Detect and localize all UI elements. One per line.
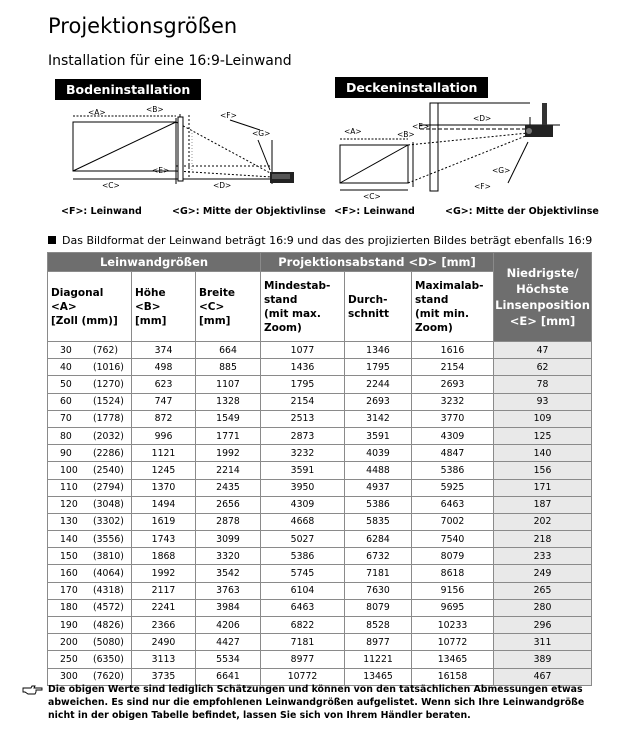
cell-height: 2117 <box>132 582 196 599</box>
cell-height: 498 <box>132 359 196 376</box>
cell-height: 3735 <box>132 668 196 685</box>
cell-diagonal <box>48 531 132 548</box>
cell-width: 885 <box>196 359 261 376</box>
cell-min-distance: 3232 <box>261 445 345 462</box>
ceiling-tag-d: <D> <box>473 114 492 123</box>
cell-min-distance: 7181 <box>261 634 345 651</box>
diagonal-inch: 300 <box>60 671 78 683</box>
col-header-min-distance <box>261 272 345 342</box>
col-header-line: [mm] <box>199 314 231 327</box>
diagonal-inch: 130 <box>60 516 78 528</box>
floor-installation-diagram <box>60 100 310 198</box>
table-row <box>48 427 592 444</box>
header-lens-position <box>494 253 592 342</box>
cell-lens-position: 467 <box>494 668 592 685</box>
cell-average-distance: 4937 <box>345 479 412 496</box>
table-row <box>48 410 592 427</box>
cell-min-distance: 4309 <box>261 496 345 513</box>
diagonal-inch: 120 <box>60 499 78 511</box>
cell-lens-position: 62 <box>494 359 592 376</box>
cell-width: 2656 <box>196 496 261 513</box>
cell-width: 3984 <box>196 599 261 616</box>
diagonal-inch: 50 <box>60 378 72 390</box>
col-header-line: schnitt <box>348 307 390 320</box>
col-header-line: <C> <box>199 300 225 313</box>
diagonal-mm: (4572) <box>93 602 124 614</box>
diagonal-mm: (1524) <box>93 396 124 408</box>
cell-height: 2366 <box>132 617 196 634</box>
cell-max-distance: 4847 <box>412 445 494 462</box>
floor-tag-f: <F> <box>220 111 237 120</box>
cell-width: 1771 <box>196 427 261 444</box>
cell-average-distance: 1795 <box>345 359 412 376</box>
table-row <box>48 462 592 479</box>
lens-header-line: Höchste <box>516 282 569 296</box>
cell-min-distance: 1436 <box>261 359 345 376</box>
table-row <box>48 651 592 668</box>
cell-average-distance: 7630 <box>345 582 412 599</box>
diagonal-mm: (1270) <box>93 378 124 390</box>
cell-min-distance: 10772 <box>261 668 345 685</box>
cell-average-distance: 13465 <box>345 668 412 685</box>
floor-tag-d: <D> <box>213 181 232 190</box>
cell-min-distance: 6104 <box>261 582 345 599</box>
cell-lens-position: 156 <box>494 462 592 479</box>
col-header-max-distance <box>412 272 494 342</box>
cell-max-distance: 2693 <box>412 376 494 393</box>
cell-width: 664 <box>196 342 261 359</box>
table-row <box>48 599 592 616</box>
cell-width: 4206 <box>196 617 261 634</box>
cell-average-distance: 1346 <box>345 342 412 359</box>
lens-header-line: Linsenposition <box>495 298 590 312</box>
cell-max-distance: 1616 <box>412 342 494 359</box>
cell-max-distance: 4309 <box>412 427 494 444</box>
cell-diagonal <box>48 548 132 565</box>
cell-lens-position: 389 <box>494 651 592 668</box>
cell-max-distance: 9156 <box>412 582 494 599</box>
diagonal-inch: 170 <box>60 585 78 597</box>
cell-lens-position: 187 <box>494 496 592 513</box>
cell-diagonal <box>48 376 132 393</box>
cell-max-distance: 3232 <box>412 393 494 410</box>
cell-min-distance: 2154 <box>261 393 345 410</box>
cell-diagonal <box>48 445 132 462</box>
diagonal-mm: (5080) <box>93 636 124 648</box>
cell-average-distance: 5835 <box>345 513 412 530</box>
col-header-line: Durch- <box>348 293 388 306</box>
cell-max-distance: 3770 <box>412 410 494 427</box>
table-row <box>48 342 592 359</box>
diagonal-mm: (3302) <box>93 516 124 528</box>
page-subtitle: Installation für eine 16:9-Leinwand <box>48 53 292 69</box>
cell-max-distance: 9695 <box>412 599 494 616</box>
col-header-line: stand <box>415 293 449 306</box>
header-screen-sizes: Leinwandgrößen <box>48 253 261 272</box>
table-row <box>48 548 592 565</box>
cell-lens-position: 47 <box>494 342 592 359</box>
diagonal-inch: 200 <box>60 636 78 648</box>
table-row <box>48 479 592 496</box>
col-header-line: (mit min. <box>415 307 470 320</box>
diagonal-mm: (762) <box>93 344 118 356</box>
cell-diagonal <box>48 582 132 599</box>
diagonal-inch: 140 <box>60 533 78 545</box>
diagonal-mm: (6350) <box>93 653 124 665</box>
diagonal-mm: (2540) <box>93 464 124 476</box>
square-bullet-icon <box>48 236 56 244</box>
col-header-height <box>132 272 196 342</box>
table-row <box>48 582 592 599</box>
diagonal-inch: 100 <box>60 464 78 476</box>
col-header-line: <A> <box>51 300 77 313</box>
floor-tag-a: <A> <box>88 108 106 117</box>
lens-header-line: Niedrigste/ <box>506 266 579 280</box>
cell-min-distance: 5745 <box>261 565 345 582</box>
ceiling-tag-e: <E> <box>412 122 430 131</box>
cell-diagonal <box>48 496 132 513</box>
cell-average-distance: 8079 <box>345 599 412 616</box>
cell-max-distance: 8079 <box>412 548 494 565</box>
cell-lens-position: 233 <box>494 548 592 565</box>
cell-lens-position: 140 <box>494 445 592 462</box>
ceiling-tag-c: <C> <box>363 192 381 201</box>
cell-average-distance: 2244 <box>345 376 412 393</box>
diagonal-inch: 90 <box>60 447 72 459</box>
cell-min-distance: 2513 <box>261 410 345 427</box>
cell-min-distance: 2873 <box>261 427 345 444</box>
ceiling-legend-f: <F>: Leinwand <box>334 206 415 217</box>
cell-min-distance: 1077 <box>261 342 345 359</box>
col-header-line: Breite <box>199 286 236 299</box>
diagonal-inch: 40 <box>60 361 72 373</box>
cell-min-distance: 3591 <box>261 462 345 479</box>
cell-height: 1868 <box>132 548 196 565</box>
col-header-line: [Zoll (mm)] <box>51 314 118 327</box>
cell-max-distance: 16158 <box>412 668 494 685</box>
cell-average-distance: 11221 <box>345 651 412 668</box>
cell-diagonal <box>48 462 132 479</box>
col-header-line: Mindestab- <box>264 279 331 292</box>
col-header-line: Höhe <B> <box>135 286 166 313</box>
cell-diagonal <box>48 479 132 496</box>
cell-diagonal <box>48 342 132 359</box>
cell-height: 623 <box>132 376 196 393</box>
cell-average-distance: 3142 <box>345 410 412 427</box>
floor-tag-e: <E> <box>152 166 170 175</box>
diagonal-inch: 70 <box>60 413 72 425</box>
cell-diagonal <box>48 565 132 582</box>
cell-width: 2214 <box>196 462 261 479</box>
col-header-line: Zoom) <box>264 321 302 334</box>
cell-max-distance: 7002 <box>412 513 494 530</box>
cell-min-distance: 3950 <box>261 479 345 496</box>
col-header-line: [mm] <box>135 314 167 327</box>
cell-height: 747 <box>132 393 196 410</box>
cell-height: 1992 <box>132 565 196 582</box>
table-row <box>48 359 592 376</box>
diagonal-inch: 180 <box>60 602 78 614</box>
cell-max-distance: 2154 <box>412 359 494 376</box>
cell-lens-position: 249 <box>494 565 592 582</box>
table-row <box>48 445 592 462</box>
cell-lens-position: 280 <box>494 599 592 616</box>
diagonal-inch: 150 <box>60 550 78 562</box>
cell-width: 5534 <box>196 651 261 668</box>
floor-tag-c: <C> <box>102 181 120 190</box>
cell-average-distance: 6284 <box>345 531 412 548</box>
cell-width: 1328 <box>196 393 261 410</box>
diagonal-mm: (3048) <box>93 499 124 511</box>
cell-average-distance: 4488 <box>345 462 412 479</box>
diagonal-inch: 30 <box>60 344 72 356</box>
cell-width: 2878 <box>196 513 261 530</box>
diagonal-mm: (3810) <box>93 550 124 562</box>
col-header-width <box>196 272 261 342</box>
cell-height: 1743 <box>132 531 196 548</box>
format-note-text: Das Bildformat der Leinwand beträgt 16:9 und das des projizierten Bildes beträgt ebenfalls 16:9 <box>62 234 593 247</box>
diagonal-inch: 60 <box>60 396 72 408</box>
cell-height: 2490 <box>132 634 196 651</box>
diagonal-inch: 80 <box>60 430 72 442</box>
cell-height: 1370 <box>132 479 196 496</box>
diagonal-mm: (3556) <box>93 533 124 545</box>
cell-diagonal <box>48 634 132 651</box>
diagonal-mm: (2032) <box>93 430 124 442</box>
footnote: Die obigen Werte sind lediglich Schätzungen und können von den tatsächlichen Abmessungen etwas abweichen. Es sind nur die empfohlenen Leinwandgrößen aufgelistet. Wenn sich Ihre Leinwandgröße nicht in der obigen Tabelle befindet, lassen Sie sich von Ihrem Händler beraten. <box>48 684 585 721</box>
cell-lens-position: 78 <box>494 376 592 393</box>
col-header-diagonal <box>48 272 132 342</box>
cell-diagonal <box>48 410 132 427</box>
cell-min-distance: 1795 <box>261 376 345 393</box>
cell-width: 3763 <box>196 582 261 599</box>
format-note <box>48 234 592 247</box>
cell-lens-position: 109 <box>494 410 592 427</box>
floor-legend-f: <F>: Leinwand <box>61 206 142 217</box>
cell-min-distance: 6463 <box>261 599 345 616</box>
cell-average-distance: 2693 <box>345 393 412 410</box>
cell-height: 374 <box>132 342 196 359</box>
cell-min-distance: 6822 <box>261 617 345 634</box>
cell-max-distance: 7540 <box>412 531 494 548</box>
diagonal-mm: (1778) <box>93 413 124 425</box>
cell-average-distance: 7181 <box>345 565 412 582</box>
cell-width: 1107 <box>196 376 261 393</box>
cell-width: 2435 <box>196 479 261 496</box>
diagonal-mm: (4826) <box>93 619 124 631</box>
cell-lens-position: 125 <box>494 427 592 444</box>
cell-min-distance: 5386 <box>261 548 345 565</box>
cell-min-distance: 4668 <box>261 513 345 530</box>
cell-width: 1992 <box>196 445 261 462</box>
cell-max-distance: 6463 <box>412 496 494 513</box>
cell-width: 3542 <box>196 565 261 582</box>
diagonal-mm: (4064) <box>93 568 124 580</box>
cell-max-distance: 10233 <box>412 617 494 634</box>
cell-lens-position: 311 <box>494 634 592 651</box>
cell-lens-position: 171 <box>494 479 592 496</box>
col-header-line: Maximalab- <box>415 279 484 292</box>
cell-max-distance: 8618 <box>412 565 494 582</box>
diagonal-inch: 190 <box>60 619 78 631</box>
pointing-hand-icon <box>22 684 44 696</box>
cell-max-distance: 5925 <box>412 479 494 496</box>
cell-width: 1549 <box>196 410 261 427</box>
cell-diagonal <box>48 599 132 616</box>
cell-max-distance: 10772 <box>412 634 494 651</box>
diagonal-mm: (2286) <box>93 447 124 459</box>
ceiling-tag-a: <A> <box>344 127 362 136</box>
cell-width: 4427 <box>196 634 261 651</box>
cell-height: 1494 <box>132 496 196 513</box>
cell-min-distance: 8977 <box>261 651 345 668</box>
table-row <box>48 376 592 393</box>
table-row <box>48 565 592 582</box>
cell-height: 872 <box>132 410 196 427</box>
col-header-line: Diagonal <box>51 286 104 299</box>
cell-diagonal <box>48 651 132 668</box>
cell-diagonal <box>48 617 132 634</box>
cell-width: 3099 <box>196 531 261 548</box>
cell-height: 996 <box>132 427 196 444</box>
table-row <box>48 634 592 651</box>
floor-installation-label: Bodeninstallation <box>55 79 201 100</box>
ceiling-tag-g: <G> <box>492 166 511 175</box>
col-header-line: Zoom) <box>415 321 453 334</box>
cell-lens-position: 93 <box>494 393 592 410</box>
ceiling-installation-label: Deckeninstallation <box>335 77 488 98</box>
ceiling-tag-f: <F> <box>474 182 491 191</box>
diagonal-inch: 250 <box>60 653 78 665</box>
header-projection-distance: Projektionsabstand <D> [mm] <box>261 253 494 272</box>
col-header-average <box>345 272 412 342</box>
ceiling-installation-diagram <box>330 97 592 201</box>
ceiling-legend-g: <G>: Mitte der Objektivlinse <box>445 206 599 217</box>
table-row <box>48 496 592 513</box>
table-row <box>48 393 592 410</box>
table-row <box>48 513 592 530</box>
table-body <box>48 342 592 686</box>
floor-legend-g: <G>: Mitte der Objektivlinse <box>172 206 326 217</box>
cell-average-distance: 5386 <box>345 496 412 513</box>
col-header-line: (mit max. <box>264 307 321 320</box>
cell-diagonal <box>48 393 132 410</box>
diagonal-mm: (2794) <box>93 482 124 494</box>
cell-lens-position: 218 <box>494 531 592 548</box>
cell-average-distance: 4039 <box>345 445 412 462</box>
cell-diagonal <box>48 513 132 530</box>
table-row <box>48 617 592 634</box>
diagonal-mm: (7620) <box>93 671 124 683</box>
diagonal-mm: (1016) <box>93 361 124 373</box>
floor-tag-g: <G> <box>252 129 271 138</box>
cell-width: 6641 <box>196 668 261 685</box>
cell-lens-position: 265 <box>494 582 592 599</box>
col-header-line: stand <box>264 293 298 306</box>
cell-min-distance: 5027 <box>261 531 345 548</box>
cell-height: 1121 <box>132 445 196 462</box>
cell-average-distance: 8977 <box>345 634 412 651</box>
cell-height: 1245 <box>132 462 196 479</box>
cell-width: 3320 <box>196 548 261 565</box>
cell-height: 1619 <box>132 513 196 530</box>
cell-max-distance: 5386 <box>412 462 494 479</box>
page-title: Projektionsgrößen <box>48 14 238 38</box>
cell-lens-position: 202 <box>494 513 592 530</box>
cell-diagonal <box>48 427 132 444</box>
cell-average-distance: 8528 <box>345 617 412 634</box>
ceiling-tag-b: <B> <box>397 130 415 139</box>
lens-header-line: <E> [mm] <box>509 314 576 328</box>
cell-diagonal <box>48 359 132 376</box>
cell-average-distance: 6732 <box>345 548 412 565</box>
cell-height: 3113 <box>132 651 196 668</box>
diagonal-mm: (4318) <box>93 585 124 597</box>
floor-tag-b: <B> <box>146 105 164 114</box>
cell-average-distance: 3591 <box>345 427 412 444</box>
projection-size-table <box>47 252 592 686</box>
diagonal-inch: 160 <box>60 568 78 580</box>
cell-lens-position: 296 <box>494 617 592 634</box>
diagonal-inch: 110 <box>60 482 78 494</box>
cell-max-distance: 13465 <box>412 651 494 668</box>
table-row <box>48 531 592 548</box>
cell-height: 2241 <box>132 599 196 616</box>
